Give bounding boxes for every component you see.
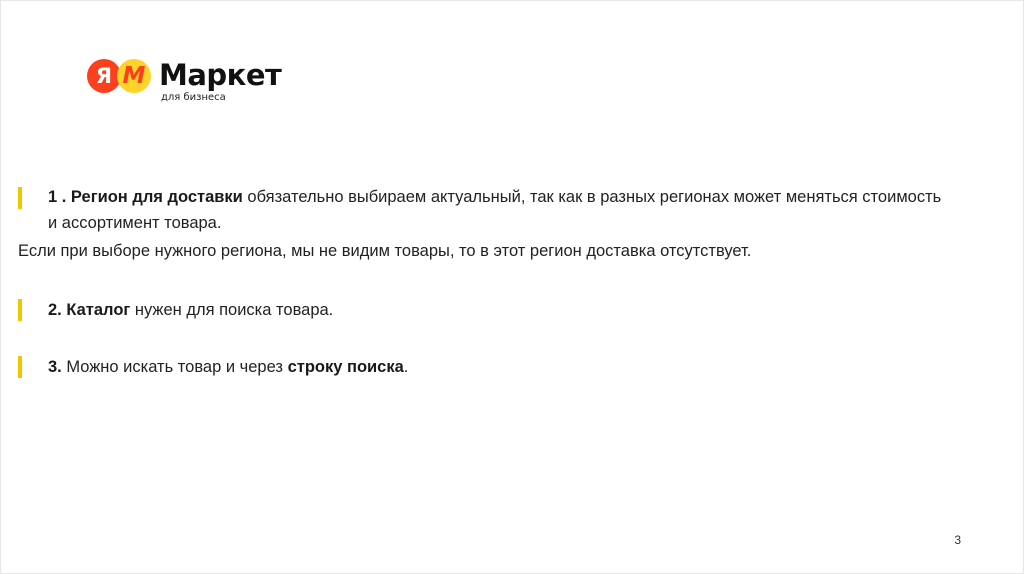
item-region-text: обязательно выбираем актуальный, так как в разных регионах может меняться стоимость и ассортимент товара. xyxy=(48,188,942,232)
page-number: 3 xyxy=(954,533,961,547)
item-region-note-text: Если при выборе нужного региона, мы не видим товары, то в этот регион доставка отсутствует. xyxy=(18,242,752,260)
item-search-text: Можно искать товар и через xyxy=(61,358,288,376)
accent-bar xyxy=(18,356,22,378)
item-catalog-title: 2. Каталог xyxy=(48,301,131,319)
accent-bar xyxy=(18,299,22,321)
item-search xyxy=(48,354,948,380)
accent-bar xyxy=(18,187,22,209)
item-catalog-text: нужен для поиска товара. xyxy=(130,301,334,319)
item-region xyxy=(48,184,948,236)
item-search-bold: строку поиска xyxy=(287,358,404,376)
logo-subtitle: для бизнеса xyxy=(161,92,226,103)
logo-ya-icon: Я xyxy=(87,59,121,93)
logo-m-icon: М xyxy=(117,59,151,93)
item-search-tail: . xyxy=(403,358,409,376)
yandex-market-logo xyxy=(87,55,317,111)
logo-wordmark: Маркет xyxy=(159,58,282,92)
item-search-number: 3. xyxy=(48,358,62,376)
item-region-title: 1 . Регион для доставки xyxy=(48,188,243,206)
item-region-note xyxy=(18,238,978,264)
item-catalog xyxy=(48,297,948,323)
